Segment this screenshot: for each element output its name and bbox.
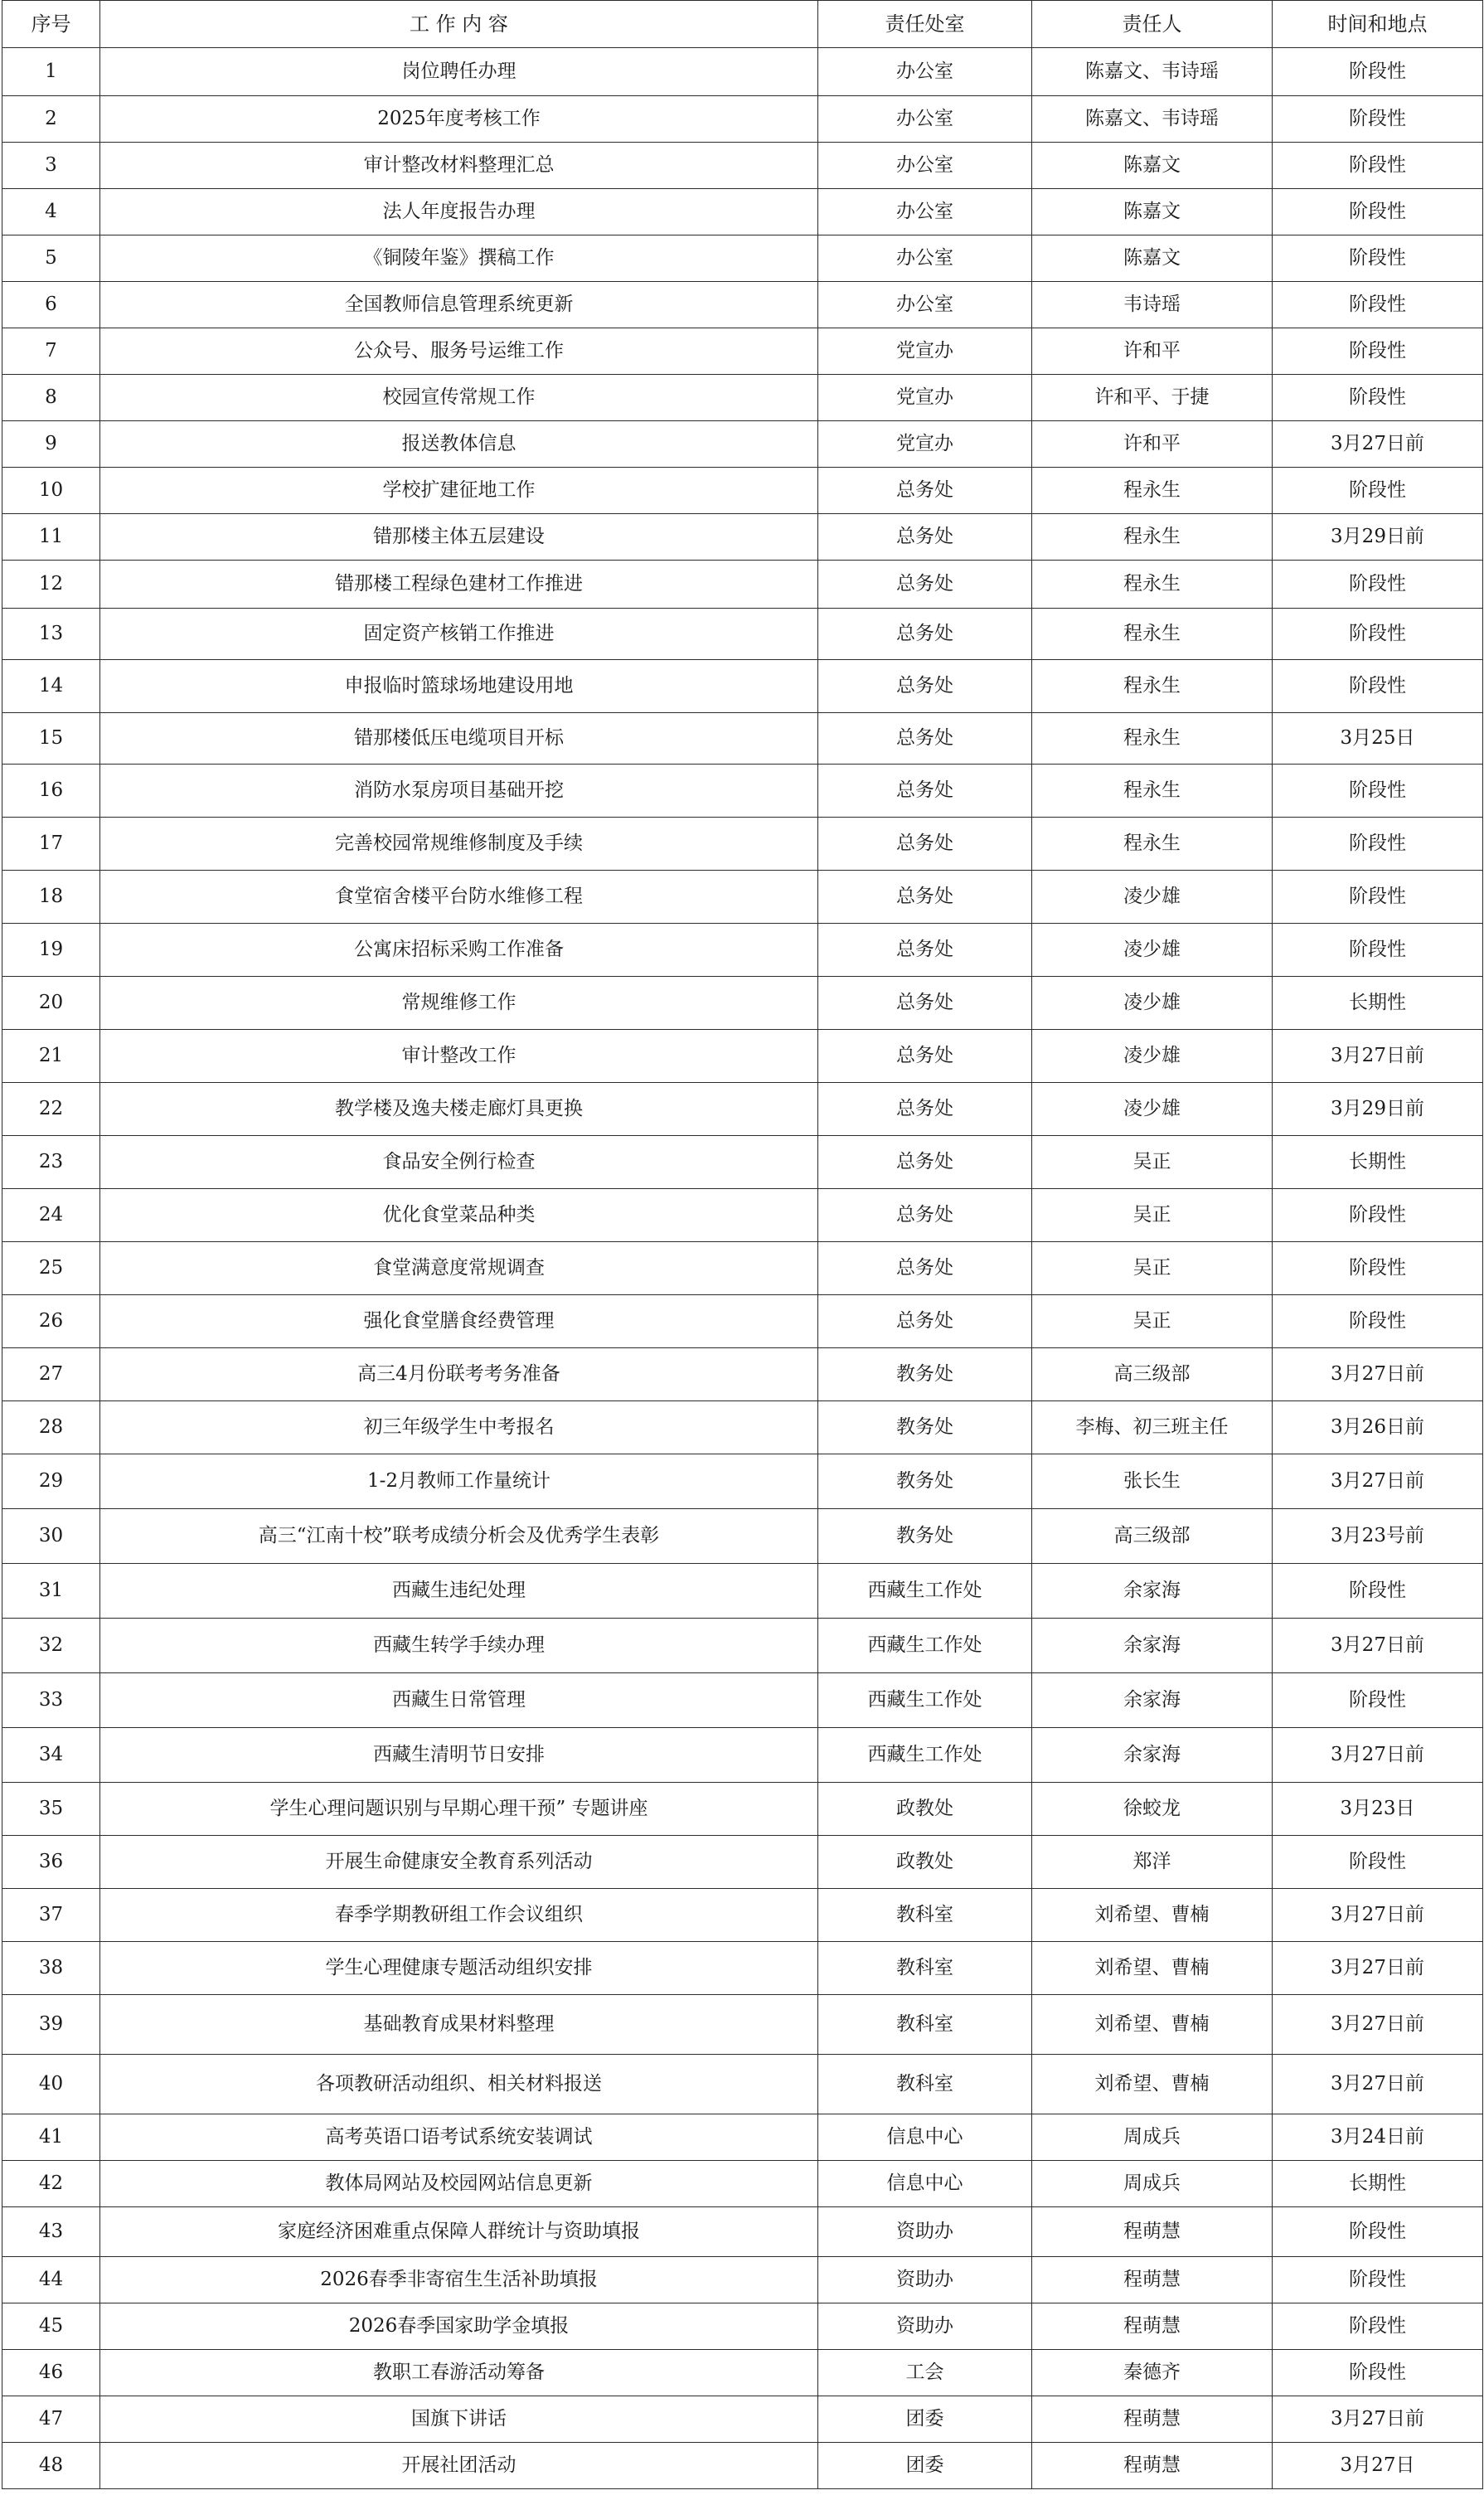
cell-work-content: 固定资产核销工作推进 bbox=[100, 609, 818, 660]
cell-index: 46 bbox=[2, 2350, 100, 2396]
table-row bbox=[2, 1509, 1483, 1564]
cell-time-place: 长期性 bbox=[1273, 1136, 1483, 1189]
cell-time-place: 阶段性 bbox=[1273, 143, 1483, 189]
cell-department: 资助办 bbox=[818, 2207, 1032, 2257]
cell-time-place: 阶段性 bbox=[1273, 818, 1483, 871]
cell-responsible-person: 程萌慧 bbox=[1032, 2396, 1273, 2443]
cell-index: 45 bbox=[2, 2303, 100, 2350]
cell-index: 8 bbox=[2, 375, 100, 421]
cell-responsible-person: 陈嘉文、韦诗瑶 bbox=[1032, 48, 1273, 96]
cell-work-content: 学生心理健康专题活动组织安排 bbox=[100, 1942, 818, 1995]
cell-index: 6 bbox=[2, 282, 100, 328]
table-row bbox=[2, 924, 1483, 977]
table-row bbox=[2, 1189, 1483, 1242]
cell-department: 西藏生工作处 bbox=[818, 1728, 1032, 1783]
cell-department: 总务处 bbox=[818, 818, 1032, 871]
table-row bbox=[2, 1295, 1483, 1348]
table-row bbox=[2, 1401, 1483, 1454]
cell-department: 总务处 bbox=[818, 1030, 1032, 1083]
table-row bbox=[2, 235, 1483, 282]
table-row bbox=[2, 713, 1483, 765]
table-row bbox=[2, 96, 1483, 143]
cell-responsible-person: 凌少雄 bbox=[1032, 1083, 1273, 1136]
cell-work-content: 学生心理问题识别与早期心理干预” 专题讲座 bbox=[100, 1783, 818, 1836]
cell-department: 信息中心 bbox=[818, 2114, 1032, 2161]
cell-index: 48 bbox=[2, 2443, 100, 2489]
cell-work-content: 错那楼主体五层建设 bbox=[100, 514, 818, 561]
table-row bbox=[2, 1942, 1483, 1995]
cell-department: 总务处 bbox=[818, 765, 1032, 818]
cell-time-place: 阶段性 bbox=[1273, 2303, 1483, 2350]
cell-work-content: 食堂宿舍楼平台防水维修工程 bbox=[100, 871, 818, 924]
cell-index: 47 bbox=[2, 2396, 100, 2443]
cell-work-content: 公寓床招标采购工作准备 bbox=[100, 924, 818, 977]
cell-department: 总务处 bbox=[818, 977, 1032, 1030]
cell-responsible-person: 程永生 bbox=[1032, 713, 1273, 765]
cell-time-place: 3月27日前 bbox=[1273, 2396, 1483, 2443]
cell-responsible-person: 吴正 bbox=[1032, 1242, 1273, 1295]
cell-work-content: 常规维修工作 bbox=[100, 977, 818, 1030]
cell-responsible-person: 郑洋 bbox=[1032, 1836, 1273, 1889]
cell-work-content: 开展社团活动 bbox=[100, 2443, 818, 2489]
table-row bbox=[2, 1728, 1483, 1783]
cell-department: 资助办 bbox=[818, 2303, 1032, 2350]
cell-work-content: 西藏生清明节日安排 bbox=[100, 1728, 818, 1783]
cell-responsible-person: 程永生 bbox=[1032, 765, 1273, 818]
table-row bbox=[2, 871, 1483, 924]
cell-work-content: 教职工春游活动筹备 bbox=[100, 2350, 818, 2396]
cell-department: 教科室 bbox=[818, 2055, 1032, 2114]
cell-time-place: 阶段性 bbox=[1273, 1836, 1483, 1889]
cell-responsible-person: 吴正 bbox=[1032, 1136, 1273, 1189]
cell-department: 团委 bbox=[818, 2443, 1032, 2489]
cell-time-place: 阶段性 bbox=[1273, 660, 1483, 713]
table-row bbox=[2, 2207, 1483, 2257]
cell-work-content: 校园宣传常规工作 bbox=[100, 375, 818, 421]
cell-work-content: 国旗下讲话 bbox=[100, 2396, 818, 2443]
cell-index: 21 bbox=[2, 1030, 100, 1083]
cell-department: 总务处 bbox=[818, 1242, 1032, 1295]
cell-index: 9 bbox=[2, 421, 100, 468]
cell-time-place: 阶段性 bbox=[1273, 1295, 1483, 1348]
cell-responsible-person: 张长生 bbox=[1032, 1454, 1273, 1509]
cell-index: 40 bbox=[2, 2055, 100, 2114]
cell-department: 政教处 bbox=[818, 1836, 1032, 1889]
table-row bbox=[2, 1348, 1483, 1401]
cell-index: 31 bbox=[2, 1564, 100, 1619]
cell-department: 西藏生工作处 bbox=[818, 1673, 1032, 1728]
cell-department: 总务处 bbox=[818, 468, 1032, 514]
cell-responsible-person: 高三级部 bbox=[1032, 1348, 1273, 1401]
table-row bbox=[2, 421, 1483, 468]
cell-work-content: 开展生命健康安全教育系列活动 bbox=[100, 1836, 818, 1889]
cell-index: 26 bbox=[2, 1295, 100, 1348]
cell-time-place: 阶段性 bbox=[1273, 871, 1483, 924]
cell-time-place: 阶段性 bbox=[1273, 1189, 1483, 1242]
cell-department: 办公室 bbox=[818, 48, 1032, 96]
table-row bbox=[2, 1783, 1483, 1836]
table-row bbox=[2, 609, 1483, 660]
cell-work-content: 优化食堂菜品种类 bbox=[100, 1189, 818, 1242]
cell-time-place: 阶段性 bbox=[1273, 235, 1483, 282]
cell-department: 西藏生工作处 bbox=[818, 1619, 1032, 1673]
cell-time-place: 阶段性 bbox=[1273, 924, 1483, 977]
cell-department: 总务处 bbox=[818, 561, 1032, 609]
cell-responsible-person: 高三级部 bbox=[1032, 1509, 1273, 1564]
cell-index: 4 bbox=[2, 189, 100, 235]
cell-work-content: 审计整改材料整理汇总 bbox=[100, 143, 818, 189]
cell-time-place: 3月27日前 bbox=[1273, 421, 1483, 468]
table-row bbox=[2, 2161, 1483, 2207]
table-row bbox=[2, 2396, 1483, 2443]
cell-department: 总务处 bbox=[818, 1189, 1032, 1242]
cell-time-place: 3月27日 bbox=[1273, 2443, 1483, 2489]
cell-index: 11 bbox=[2, 514, 100, 561]
cell-responsible-person: 吴正 bbox=[1032, 1189, 1273, 1242]
cell-time-place: 阶段性 bbox=[1273, 468, 1483, 514]
cell-work-content: 申报临时篮球场地建设用地 bbox=[100, 660, 818, 713]
table-row bbox=[2, 2350, 1483, 2396]
table-row bbox=[2, 977, 1483, 1030]
cell-work-content: 《铜陵年鉴》撰稿工作 bbox=[100, 235, 818, 282]
table-row bbox=[2, 1242, 1483, 1295]
cell-department: 团委 bbox=[818, 2396, 1032, 2443]
cell-responsible-person: 余家海 bbox=[1032, 1728, 1273, 1783]
cell-work-content: 完善校园常规维修制度及手续 bbox=[100, 818, 818, 871]
cell-work-content: 岗位聘任办理 bbox=[100, 48, 818, 96]
table-row bbox=[2, 1454, 1483, 1509]
cell-time-place: 3月29日前 bbox=[1273, 1083, 1483, 1136]
cell-department: 总务处 bbox=[818, 609, 1032, 660]
cell-time-place: 3月26日前 bbox=[1273, 1401, 1483, 1454]
table-row bbox=[2, 328, 1483, 375]
cell-department: 政教处 bbox=[818, 1783, 1032, 1836]
cell-time-place: 3月27日前 bbox=[1273, 2055, 1483, 2114]
cell-responsible-person: 程永生 bbox=[1032, 561, 1273, 609]
cell-responsible-person: 程永生 bbox=[1032, 468, 1273, 514]
cell-responsible-person: 程萌慧 bbox=[1032, 2207, 1273, 2257]
cell-department: 总务处 bbox=[818, 514, 1032, 561]
table-row bbox=[2, 2303, 1483, 2350]
cell-work-content: 1-2月教师工作量统计 bbox=[100, 1454, 818, 1509]
cell-department: 信息中心 bbox=[818, 2161, 1032, 2207]
cell-department: 教科室 bbox=[818, 1889, 1032, 1942]
cell-index: 18 bbox=[2, 871, 100, 924]
cell-responsible-person: 许和平 bbox=[1032, 328, 1273, 375]
cell-index: 22 bbox=[2, 1083, 100, 1136]
table-row bbox=[2, 143, 1483, 189]
table-row bbox=[2, 2257, 1483, 2303]
cell-work-content: 2026春季国家助学金填报 bbox=[100, 2303, 818, 2350]
cell-index: 15 bbox=[2, 713, 100, 765]
cell-department: 教科室 bbox=[818, 1995, 1032, 2055]
cell-responsible-person: 凌少雄 bbox=[1032, 1030, 1273, 1083]
cell-responsible-person: 程萌慧 bbox=[1032, 2257, 1273, 2303]
cell-responsible-person: 余家海 bbox=[1032, 1564, 1273, 1619]
table-row bbox=[2, 1673, 1483, 1728]
cell-index: 5 bbox=[2, 235, 100, 282]
cell-department: 办公室 bbox=[818, 96, 1032, 143]
cell-time-place: 阶段性 bbox=[1273, 1564, 1483, 1619]
cell-time-place: 阶段性 bbox=[1273, 2257, 1483, 2303]
cell-department: 办公室 bbox=[818, 143, 1032, 189]
cell-work-content: 西藏生违纪处理 bbox=[100, 1564, 818, 1619]
work-schedule-table bbox=[2, 0, 1483, 2489]
table-row bbox=[2, 282, 1483, 328]
cell-time-place: 3月27日前 bbox=[1273, 1889, 1483, 1942]
cell-index: 3 bbox=[2, 143, 100, 189]
cell-work-content: 教体局网站及校园网站信息更新 bbox=[100, 2161, 818, 2207]
cell-time-place: 3月27日前 bbox=[1273, 1454, 1483, 1509]
cell-time-place: 阶段性 bbox=[1273, 1673, 1483, 1728]
table-row bbox=[2, 514, 1483, 561]
cell-time-place: 阶段性 bbox=[1273, 48, 1483, 96]
header-time-place: 时间和地点 bbox=[1273, 1, 1483, 48]
cell-work-content: 报送教体信息 bbox=[100, 421, 818, 468]
cell-department: 教务处 bbox=[818, 1401, 1032, 1454]
table-row bbox=[2, 1030, 1483, 1083]
cell-responsible-person: 许和平 bbox=[1032, 421, 1273, 468]
cell-responsible-person: 陈嘉文 bbox=[1032, 235, 1273, 282]
table-row bbox=[2, 468, 1483, 514]
cell-responsible-person: 周成兵 bbox=[1032, 2161, 1273, 2207]
cell-index: 28 bbox=[2, 1401, 100, 1454]
cell-time-place: 阶段性 bbox=[1273, 328, 1483, 375]
cell-responsible-person: 余家海 bbox=[1032, 1673, 1273, 1728]
cell-time-place: 3月29日前 bbox=[1273, 514, 1483, 561]
table-row bbox=[2, 1889, 1483, 1942]
cell-index: 7 bbox=[2, 328, 100, 375]
table-row bbox=[2, 375, 1483, 421]
cell-department: 总务处 bbox=[818, 660, 1032, 713]
cell-work-content: 错那楼低压电缆项目开标 bbox=[100, 713, 818, 765]
cell-index: 14 bbox=[2, 660, 100, 713]
cell-department: 教科室 bbox=[818, 1942, 1032, 1995]
cell-responsible-person: 秦德齐 bbox=[1032, 2350, 1273, 2396]
cell-responsible-person: 徐蛟龙 bbox=[1032, 1783, 1273, 1836]
cell-responsible-person: 凌少雄 bbox=[1032, 977, 1273, 1030]
cell-department: 资助办 bbox=[818, 2257, 1032, 2303]
cell-time-place: 3月23号前 bbox=[1273, 1509, 1483, 1564]
header-work-content: 工 作 内 容 bbox=[100, 1, 818, 48]
cell-responsible-person: 程萌慧 bbox=[1032, 2443, 1273, 2489]
cell-index: 39 bbox=[2, 1995, 100, 2055]
cell-index: 32 bbox=[2, 1619, 100, 1673]
table-row bbox=[2, 1619, 1483, 1673]
cell-index: 24 bbox=[2, 1189, 100, 1242]
cell-index: 20 bbox=[2, 977, 100, 1030]
table-row bbox=[2, 1083, 1483, 1136]
cell-time-place: 阶段性 bbox=[1273, 2207, 1483, 2257]
cell-time-place: 阶段性 bbox=[1273, 282, 1483, 328]
cell-department: 总务处 bbox=[818, 871, 1032, 924]
cell-responsible-person: 程永生 bbox=[1032, 514, 1273, 561]
cell-work-content: 食品安全例行检查 bbox=[100, 1136, 818, 1189]
cell-department: 总务处 bbox=[818, 713, 1032, 765]
cell-department: 总务处 bbox=[818, 1136, 1032, 1189]
cell-index: 34 bbox=[2, 1728, 100, 1783]
cell-responsible-person: 陈嘉文 bbox=[1032, 143, 1273, 189]
cell-work-content: 高三4月份联考考务准备 bbox=[100, 1348, 818, 1401]
table-row bbox=[2, 2055, 1483, 2114]
cell-responsible-person: 余家海 bbox=[1032, 1619, 1273, 1673]
cell-work-content: 2025年度考核工作 bbox=[100, 96, 818, 143]
cell-responsible-person: 周成兵 bbox=[1032, 2114, 1273, 2161]
header-responsible-person: 责任人 bbox=[1032, 1, 1273, 48]
cell-department: 教务处 bbox=[818, 1454, 1032, 1509]
cell-work-content: 2026春季非寄宿生生活补助填报 bbox=[100, 2257, 818, 2303]
cell-index: 33 bbox=[2, 1673, 100, 1728]
cell-time-place: 3月27日前 bbox=[1273, 1619, 1483, 1673]
cell-work-content: 强化食堂膳食经费管理 bbox=[100, 1295, 818, 1348]
cell-time-place: 3月27日前 bbox=[1273, 1030, 1483, 1083]
cell-time-place: 阶段性 bbox=[1273, 375, 1483, 421]
cell-work-content: 家庭经济困难重点保障人群统计与资助填报 bbox=[100, 2207, 818, 2257]
cell-work-content: 审计整改工作 bbox=[100, 1030, 818, 1083]
cell-work-content: 基础教育成果材料整理 bbox=[100, 1995, 818, 2055]
cell-time-place: 3月24日前 bbox=[1273, 2114, 1483, 2161]
cell-index: 35 bbox=[2, 1783, 100, 1836]
table-row bbox=[2, 48, 1483, 96]
table-row bbox=[2, 561, 1483, 609]
cell-time-place: 阶段性 bbox=[1273, 2350, 1483, 2396]
cell-responsible-person: 刘希望、曹楠 bbox=[1032, 1995, 1273, 2055]
cell-department: 教务处 bbox=[818, 1509, 1032, 1564]
cell-index: 38 bbox=[2, 1942, 100, 1995]
cell-department: 教务处 bbox=[818, 1348, 1032, 1401]
cell-department: 西藏生工作处 bbox=[818, 1564, 1032, 1619]
cell-work-content: 初三年级学生中考报名 bbox=[100, 1401, 818, 1454]
table-row bbox=[2, 1836, 1483, 1889]
cell-work-content: 错那楼工程绿色建材工作推进 bbox=[100, 561, 818, 609]
cell-index: 29 bbox=[2, 1454, 100, 1509]
cell-responsible-person: 凌少雄 bbox=[1032, 924, 1273, 977]
cell-department: 总务处 bbox=[818, 1083, 1032, 1136]
cell-department: 总务处 bbox=[818, 924, 1032, 977]
table-row bbox=[2, 1136, 1483, 1189]
cell-work-content: 春季学期教研组工作会议组织 bbox=[100, 1889, 818, 1942]
cell-department: 总务处 bbox=[818, 1295, 1032, 1348]
cell-time-place: 3月27日前 bbox=[1273, 1728, 1483, 1783]
cell-index: 23 bbox=[2, 1136, 100, 1189]
cell-index: 27 bbox=[2, 1348, 100, 1401]
cell-work-content: 西藏生转学手续办理 bbox=[100, 1619, 818, 1673]
cell-index: 13 bbox=[2, 609, 100, 660]
cell-index: 36 bbox=[2, 1836, 100, 1889]
cell-department: 党宣办 bbox=[818, 421, 1032, 468]
cell-time-place: 阶段性 bbox=[1273, 189, 1483, 235]
cell-index: 16 bbox=[2, 765, 100, 818]
table-row bbox=[2, 1995, 1483, 2055]
cell-time-place: 阶段性 bbox=[1273, 96, 1483, 143]
cell-responsible-person: 许和平、于捷 bbox=[1032, 375, 1273, 421]
table-header-row bbox=[2, 1, 1483, 48]
cell-responsible-person: 吴正 bbox=[1032, 1295, 1273, 1348]
cell-time-place: 3月27日前 bbox=[1273, 1348, 1483, 1401]
cell-time-place: 阶段性 bbox=[1273, 609, 1483, 660]
cell-index: 25 bbox=[2, 1242, 100, 1295]
table-row bbox=[2, 1564, 1483, 1619]
cell-work-content: 公众号、服务号运维工作 bbox=[100, 328, 818, 375]
table-row bbox=[2, 818, 1483, 871]
cell-index: 44 bbox=[2, 2257, 100, 2303]
cell-responsible-person: 陈嘉文 bbox=[1032, 189, 1273, 235]
cell-index: 41 bbox=[2, 2114, 100, 2161]
cell-work-content: 食堂满意度常规调查 bbox=[100, 1242, 818, 1295]
cell-department: 办公室 bbox=[818, 189, 1032, 235]
cell-department: 办公室 bbox=[818, 282, 1032, 328]
cell-index: 19 bbox=[2, 924, 100, 977]
header-department: 责任处室 bbox=[818, 1, 1032, 48]
cell-index: 43 bbox=[2, 2207, 100, 2257]
cell-time-place: 3月27日前 bbox=[1273, 1995, 1483, 2055]
table-row bbox=[2, 189, 1483, 235]
cell-time-place: 长期性 bbox=[1273, 2161, 1483, 2207]
cell-department: 党宣办 bbox=[818, 375, 1032, 421]
cell-index: 30 bbox=[2, 1509, 100, 1564]
cell-department: 办公室 bbox=[818, 235, 1032, 282]
table-row bbox=[2, 2443, 1483, 2489]
table-row bbox=[2, 660, 1483, 713]
cell-work-content: 高三“江南十校”联考成绩分析会及优秀学生表彰 bbox=[100, 1509, 818, 1564]
cell-department: 党宣办 bbox=[818, 328, 1032, 375]
cell-work-content: 高考英语口语考试系统安装调试 bbox=[100, 2114, 818, 2161]
cell-index: 12 bbox=[2, 561, 100, 609]
cell-time-place: 3月27日前 bbox=[1273, 1942, 1483, 1995]
cell-responsible-person: 凌少雄 bbox=[1032, 871, 1273, 924]
cell-work-content: 法人年度报告办理 bbox=[100, 189, 818, 235]
cell-responsible-person: 刘希望、曹楠 bbox=[1032, 1942, 1273, 1995]
cell-index: 42 bbox=[2, 2161, 100, 2207]
cell-index: 1 bbox=[2, 48, 100, 96]
cell-index: 2 bbox=[2, 96, 100, 143]
cell-responsible-person: 韦诗瑶 bbox=[1032, 282, 1273, 328]
cell-time-place: 长期性 bbox=[1273, 977, 1483, 1030]
cell-work-content: 西藏生日常管理 bbox=[100, 1673, 818, 1728]
cell-department: 工会 bbox=[818, 2350, 1032, 2396]
cell-work-content: 各项教研活动组织、相关材料报送 bbox=[100, 2055, 818, 2114]
cell-responsible-person: 程永生 bbox=[1032, 609, 1273, 660]
cell-index: 10 bbox=[2, 468, 100, 514]
cell-time-place: 阶段性 bbox=[1273, 765, 1483, 818]
cell-time-place: 3月23日 bbox=[1273, 1783, 1483, 1836]
table-row bbox=[2, 765, 1483, 818]
cell-responsible-person: 刘希望、曹楠 bbox=[1032, 1889, 1273, 1942]
cell-responsible-person: 程永生 bbox=[1032, 660, 1273, 713]
cell-work-content: 学校扩建征地工作 bbox=[100, 468, 818, 514]
cell-work-content: 消防水泵房项目基础开挖 bbox=[100, 765, 818, 818]
cell-time-place: 阶段性 bbox=[1273, 1242, 1483, 1295]
cell-work-content: 全国教师信息管理系统更新 bbox=[100, 282, 818, 328]
cell-index: 17 bbox=[2, 818, 100, 871]
cell-time-place: 阶段性 bbox=[1273, 561, 1483, 609]
header-index: 序号 bbox=[2, 1, 100, 48]
cell-responsible-person: 刘希望、曹楠 bbox=[1032, 2055, 1273, 2114]
cell-index: 37 bbox=[2, 1889, 100, 1942]
cell-responsible-person: 程永生 bbox=[1032, 818, 1273, 871]
table-row bbox=[2, 2114, 1483, 2161]
cell-responsible-person: 李梅、初三班主任 bbox=[1032, 1401, 1273, 1454]
cell-responsible-person: 陈嘉文、韦诗瑶 bbox=[1032, 96, 1273, 143]
cell-responsible-person: 程萌慧 bbox=[1032, 2303, 1273, 2350]
cell-time-place: 3月25日 bbox=[1273, 713, 1483, 765]
cell-work-content: 教学楼及逸夫楼走廊灯具更换 bbox=[100, 1083, 818, 1136]
